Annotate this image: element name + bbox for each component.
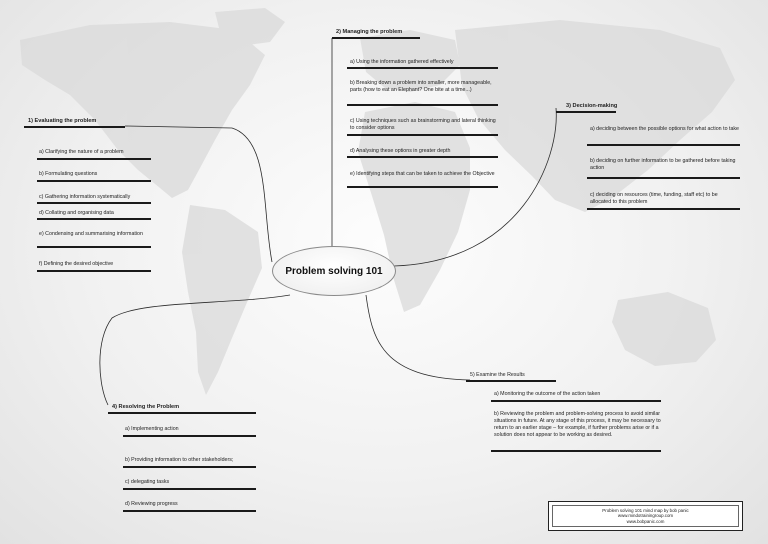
decision-item-b[interactable]: b) deciding on further information to be gathered before taking action — [590, 158, 736, 172]
connector-resolving — [100, 295, 290, 405]
managing-item-a-underline — [347, 67, 498, 69]
evaluating-item-a[interactable]: a) Clarifying the nature of a problem — [39, 149, 124, 155]
evaluating-item-f[interactable]: f) Defining the desired objective — [39, 261, 114, 267]
decision-item-b-underline — [587, 177, 740, 179]
branch-managing-title[interactable]: 2) Managing the problem — [336, 29, 403, 35]
managing-item-d-underline — [347, 156, 498, 158]
resolving-item-d[interactable]: d) Reviewing progress — [125, 501, 178, 507]
examine-item-b[interactable]: b) Reviewing the problem and problem-solving process to avoid similar situations in future. At any stage of this process, it may be necessary to return to an earlier stage – for example, if further problems arise or if a solution does not appear to be working as desired. — [494, 411, 661, 439]
evaluating-item-c[interactable]: c) Gathering information systematically — [39, 194, 131, 200]
resolving-item-b[interactable]: b) Providing information to other stakeholders; — [125, 457, 234, 463]
managing-item-d[interactable]: d) Analysing these options in greater depth — [350, 148, 451, 154]
central-topic-title: Problem solving 101 — [285, 265, 383, 277]
managing-item-a[interactable]: a) Using the information gathered effectively — [350, 59, 454, 65]
branch-evaluating-title[interactable]: 1) Evaluating the problem — [28, 118, 97, 124]
resolving-item-d-underline — [123, 510, 256, 512]
evaluating-item-d[interactable]: d) Collating and organising data — [39, 210, 114, 216]
resolving-item-a-underline — [123, 435, 256, 437]
resolving-item-a[interactable]: a) Implementing action — [125, 426, 179, 432]
evaluating-item-b-underline — [37, 180, 151, 182]
credit-box — [548, 501, 743, 531]
examine-item-b-underline — [491, 450, 661, 452]
resolving-item-b-underline — [123, 466, 256, 468]
managing-item-e[interactable]: e) Identifying steps that can be taken to achieve the Objective — [350, 171, 495, 177]
branch-decision-underline — [556, 111, 616, 113]
branch-resolving-underline — [108, 412, 256, 414]
evaluating-item-a-underline — [37, 158, 151, 160]
resolving-item-c-underline — [123, 488, 256, 490]
branch-decision-title[interactable]: 3) Decision-making — [566, 103, 618, 109]
credit-line-site-2[interactable]: www.bobpanic.com — [626, 518, 665, 524]
evaluating-item-e-underline — [37, 246, 151, 248]
credit-box-inner — [552, 505, 739, 527]
managing-item-b-underline — [347, 104, 498, 106]
branch-examine-underline — [466, 380, 556, 382]
branch-managing-underline — [332, 37, 420, 39]
managing-item-e-underline — [347, 186, 498, 188]
evaluating-item-c-underline — [37, 202, 151, 204]
managing-item-c[interactable]: c) Using techniques such as brainstorming and lateral thinking to consider options — [350, 118, 496, 132]
branch-evaluating-underline — [24, 126, 125, 128]
decision-item-a[interactable]: a) deciding between the possible options for what action to take — [590, 126, 739, 132]
evaluating-item-e[interactable]: e) Condensing and summarising information — [39, 231, 143, 237]
branch-examine-title[interactable]: 5) Examine the Results — [470, 372, 525, 378]
managing-item-b[interactable]: b) Breaking down a problem into smaller, more manageable, parts (how to eat an Elephant? One bite at a time...) — [350, 80, 492, 94]
examine-item-a[interactable]: a) Monitoring the outcome of the action taken — [494, 391, 601, 397]
examine-item-a-underline — [491, 400, 661, 402]
central-topic-node[interactable] — [272, 246, 396, 296]
decision-item-c[interactable]: c) deciding on resources (time, funding, staff etc) to be allocated to this problem — [590, 192, 718, 206]
branch-resolving-title[interactable]: 4) Resolving the Problem — [112, 404, 180, 410]
decision-item-a-underline — [587, 144, 740, 146]
resolving-item-c[interactable]: c) delegating tasks — [125, 479, 170, 485]
credit-line-site-1[interactable]: www.mindotrainingroup.com — [617, 513, 674, 519]
decision-item-c-underline — [587, 208, 740, 210]
connector-examine — [366, 295, 470, 380]
credit-line-author: Problem solving 101 mind map by bob panic — [602, 507, 689, 513]
managing-item-c-underline — [347, 134, 498, 136]
evaluating-item-b[interactable]: b) Formulating questions — [39, 171, 98, 177]
evaluating-item-f-underline — [37, 270, 151, 272]
evaluating-item-d-underline — [37, 218, 151, 220]
